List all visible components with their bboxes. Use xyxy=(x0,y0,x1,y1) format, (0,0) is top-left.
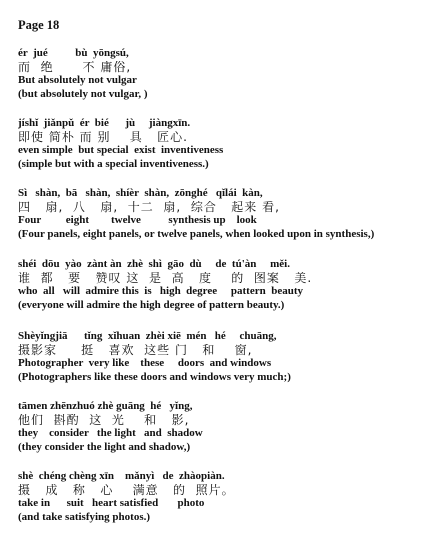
pinyin-line: tāmen zhēnzhuó zhè guāng hé yǐng, xyxy=(18,400,193,412)
page-title: Page 18 xyxy=(18,18,60,32)
gloss-line: take in suit heart satisfied photo xyxy=(18,497,205,509)
stanza xyxy=(18,470,418,524)
stanza xyxy=(18,330,418,384)
chinese-line: 摄影家 挺 喜欢 这些 门 和 窗, xyxy=(18,343,253,357)
gloss-line: even simple but special exist inventiveness xyxy=(18,144,224,156)
gloss-line: Four eight twelve synthesis up look xyxy=(18,214,257,226)
stanza xyxy=(18,400,418,454)
translation-line: (but absolutely not vulgar, ) xyxy=(18,87,148,100)
chinese-line: 谁 都 要 赞叹 这 是 高 度 的 图案 美. xyxy=(18,271,313,285)
chinese-line: 他们 斟酌 这 光 和 影, xyxy=(18,413,190,427)
chinese-line: 即使 简朴 而 别 具 匠心. xyxy=(18,130,188,144)
chinese-line: 四 扇, 八 扇, 十二 扇, 综合 起来 看, xyxy=(18,200,280,214)
translation-line: (simple but with a special inventiveness.) xyxy=(18,157,209,170)
gloss-line: But absolutely not vulgar xyxy=(18,74,137,86)
pinyin-line: jíshǐ jiǎnpǔ ér bié jù jiàngxīn. xyxy=(18,117,191,129)
pinyin-line: Sì shàn, bā shàn, shíèr shàn, zōnghé qǐlái kàn, xyxy=(18,187,263,199)
translation-line: (everyone will admire the high degree of pattern beauty.) xyxy=(18,298,285,311)
chinese-line: 摄 成 称 心 满意 的 照片。 xyxy=(18,483,235,497)
gloss-line: who all will admire this is high degree pattern beauty xyxy=(18,285,303,297)
pinyin-line: shéi dōu yào zànt àn zhè shì gāo dù de tú'àn měi. xyxy=(18,258,290,270)
translation-line: (and take satisfying photos.) xyxy=(18,510,151,523)
pinyin-line: Shèyǐngjiā tǐng xǐhuan zhèi xiē mén hé chuāng, xyxy=(18,330,277,342)
stanza xyxy=(18,47,418,101)
stanza xyxy=(18,187,418,241)
chinese-line: 而 绝 不 庸俗, xyxy=(18,60,132,74)
pinyin-line: ér jué bù yōngsú, xyxy=(18,47,129,59)
stanza xyxy=(18,117,418,171)
pinyin-line: shè chéng chèng xīn mǎnyì de zhàopiàn. xyxy=(18,470,225,482)
translation-line: (Four panels, eight panels, or twelve panels, when looked upon in synthesis,) xyxy=(18,227,375,240)
stanza xyxy=(18,258,418,312)
gloss-line: they consider the light and shadow xyxy=(18,427,203,439)
translation-line: (they consider the light and shadow,) xyxy=(18,440,191,453)
gloss-line: Photographer very like these doors and windows xyxy=(18,357,272,369)
translation-line: (Photographers like these doors and windows very much;) xyxy=(18,370,291,383)
